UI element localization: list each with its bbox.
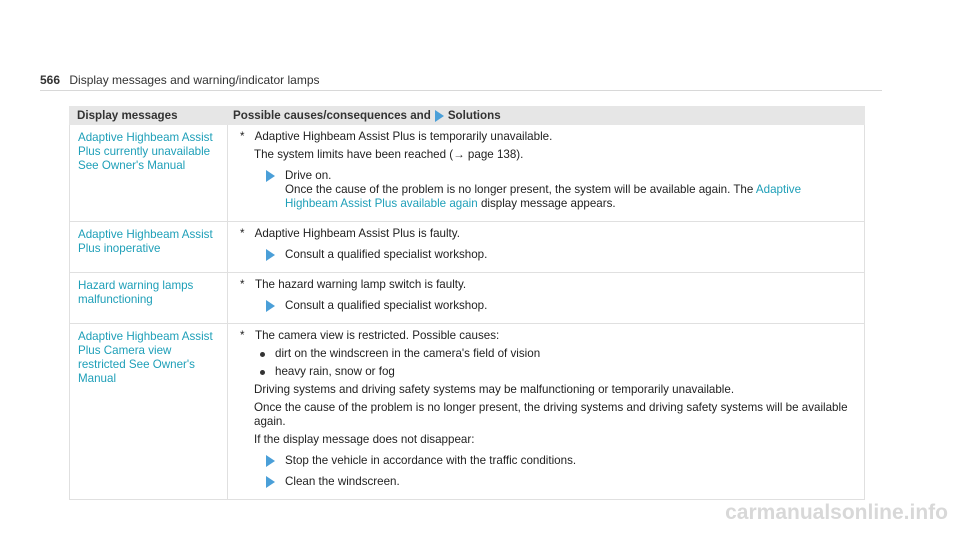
arrow-right-icon xyxy=(266,300,275,312)
detail-text: The system limits have been reached (→ page 138). xyxy=(254,148,524,161)
message-reference[interactable]: Adaptive Highbeam Assist Plus available again xyxy=(285,183,802,210)
row-solution xyxy=(228,222,864,272)
page-number: 566 xyxy=(40,73,61,87)
table-header xyxy=(69,106,865,125)
cause-text: Adaptive Highbeam Assist Plus is temporarily unavailable. xyxy=(254,130,553,143)
list-item xyxy=(254,365,856,379)
table-row xyxy=(69,125,865,222)
step-text: Consult a qualified specialist workshop. xyxy=(285,248,488,261)
arrow-right-icon xyxy=(266,455,275,467)
watermark: carmanualsonline.info xyxy=(725,501,948,524)
display-message[interactable]: Hazard warning lamps malfunctioning xyxy=(70,273,228,323)
row-solution xyxy=(228,324,864,499)
step-text: Stop the vehicle in accordance with the traffic conditions. xyxy=(285,454,577,467)
paragraph: Driving systems and driving safety systems may be malfunctioning or temporarily unavailable. xyxy=(254,383,735,396)
arrow-right-icon xyxy=(435,110,444,122)
row-solution xyxy=(228,273,864,323)
col-header-causes-label: Possible causes/consequences and xyxy=(233,108,431,122)
bullet-text: heavy rain, snow or fog xyxy=(275,365,395,378)
table-row xyxy=(69,324,865,500)
step-description: Once the cause of the problem is no longer present, the system will be available again. The xyxy=(285,183,754,196)
paragraph: If the display message does not disappear: xyxy=(254,433,475,446)
footnote-star: * xyxy=(240,278,245,291)
footnote-star: * xyxy=(240,329,245,342)
bullet-icon xyxy=(260,370,265,375)
solution-step xyxy=(254,299,856,313)
col-header-solutions-label: Solutions xyxy=(447,108,501,122)
paragraph: Once the cause of the problem is no longer present, the driving systems and driving safety systems will be available again. xyxy=(254,401,848,428)
table-row xyxy=(69,222,865,273)
col-header-messages: Display messages xyxy=(77,108,178,122)
display-message[interactable]: Adaptive Highbeam Assist Plus currently unavailable See Owner's Manual xyxy=(70,125,228,221)
display-message[interactable]: Adaptive Highbeam Assist Plus inoperative xyxy=(70,222,228,272)
table-row xyxy=(69,273,865,324)
arrow-right-icon xyxy=(266,249,275,261)
footnote-star: * xyxy=(240,130,245,143)
cause-text: The camera view is restricted. Possible causes: xyxy=(255,329,500,342)
cause-text: The hazard warning lamp switch is faulty. xyxy=(255,278,467,291)
arrow-right-icon xyxy=(266,170,275,182)
step-text: Consult a qualified specialist workshop. xyxy=(285,299,488,312)
header-divider xyxy=(40,90,882,91)
bullet-text: dirt on the windscreen in the camera's field of vision xyxy=(275,347,541,360)
row-solution xyxy=(228,125,864,221)
solution-step xyxy=(254,454,856,468)
step-text: Drive on. xyxy=(285,169,332,182)
cause-text: Adaptive Highbeam Assist Plus is faulty. xyxy=(254,227,460,240)
arrow-right-icon xyxy=(266,476,275,488)
solution-step xyxy=(254,248,856,262)
bullet-icon xyxy=(260,352,265,357)
page-title: Display messages and warning/indicator lamps xyxy=(69,73,320,87)
page-header xyxy=(40,73,320,87)
solution-step xyxy=(254,169,856,211)
list-item xyxy=(254,347,856,361)
messages-table xyxy=(69,106,865,500)
display-message[interactable]: Adaptive Highbeam Assist Plus Camera view restricted See Owner's Manual xyxy=(70,324,228,499)
solution-step xyxy=(254,475,856,489)
col-header-causes xyxy=(227,109,865,123)
step-description-end: display message appears. xyxy=(480,197,616,210)
step-text: Clean the windscreen. xyxy=(285,475,400,488)
footnote-star: * xyxy=(240,227,245,240)
